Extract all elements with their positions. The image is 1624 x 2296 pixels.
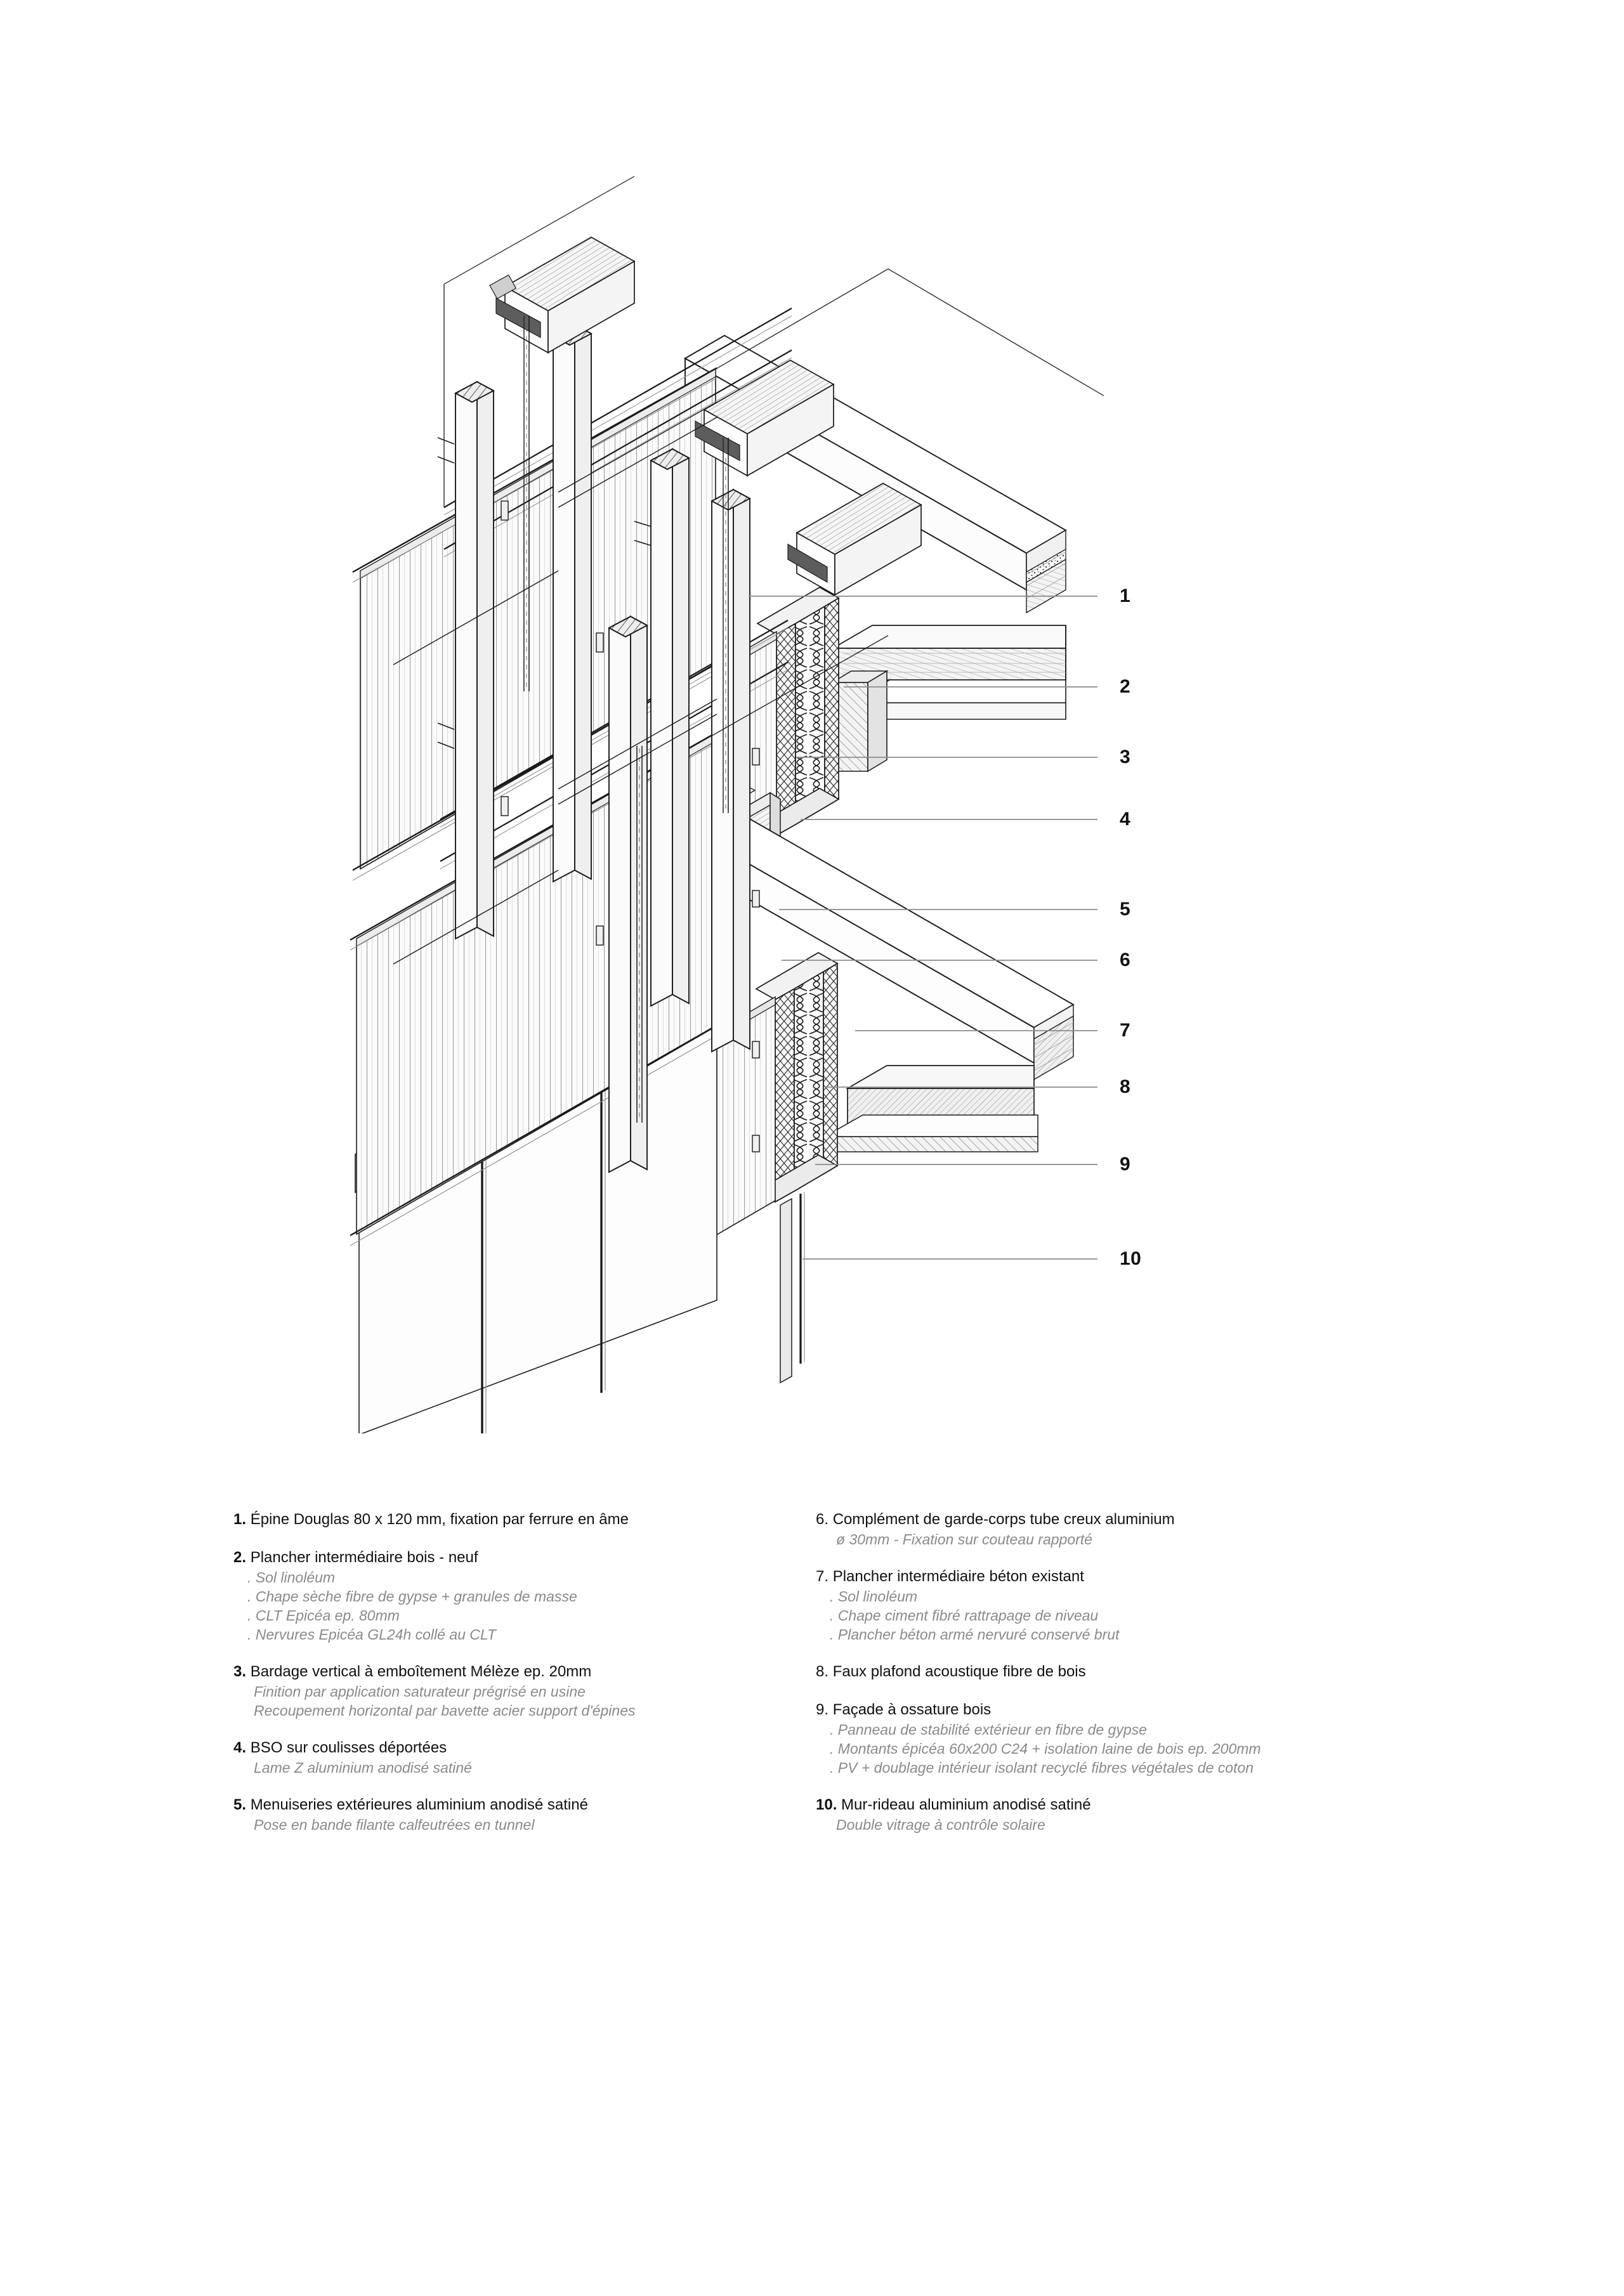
legend-head-6 <box>816 1510 1387 1530</box>
legend-sub-2-3: . CLT Epicéa ep. 80mm <box>247 1607 400 1624</box>
legend-item-7 <box>816 1567 1387 1644</box>
legend-head-2 <box>233 1548 779 1568</box>
legend-title-7: Plancher intermédiaire béton existant <box>832 1568 1084 1585</box>
callout-number-7: 7 <box>1120 1020 1131 1041</box>
steel-bracket <box>832 671 887 771</box>
legend-item-5 <box>233 1795 779 1834</box>
acoustic-ceiling <box>825 1115 1038 1152</box>
legend-head-10 <box>816 1795 1387 1815</box>
callout-number-4: 4 <box>1120 809 1131 830</box>
legend-num-2: 2. <box>233 1549 247 1566</box>
legend-title-3: Bardage vertical à emboîtement Mélèze ep. 20mm <box>250 1663 592 1680</box>
legend-title-8: Faux plafond acoustique fibre de bois <box>832 1663 1086 1680</box>
legend-title-10: Mur-rideau aluminium anodisé satiné <box>841 1796 1091 1813</box>
legend-item-2 <box>233 1548 779 1644</box>
callout-number-2: 2 <box>1120 676 1131 697</box>
legend-sub-3-1: Finition par application saturateur prégrisé en usine <box>254 1683 586 1700</box>
legend-item-8 <box>816 1662 1387 1682</box>
legend-sub-2-2: . Chape sèche fibre de gypse + granules de masse <box>247 1588 577 1605</box>
callout-number-9: 9 <box>1120 1154 1131 1175</box>
legend-sub-9-1: . Panneau de stabilité extérieur en fibre de gypse <box>830 1721 1147 1738</box>
epine-post-3 <box>651 449 689 1006</box>
callout-number-3: 3 <box>1120 747 1131 767</box>
legend-item-10 <box>816 1795 1387 1834</box>
callout-number-1: 1 <box>1120 585 1131 606</box>
legend-head-4 <box>233 1738 779 1758</box>
legend-title-9: Façade à ossature bois <box>832 1701 992 1718</box>
legend-sub-7-3: . Plancher béton armé nervuré conservé brut <box>830 1626 1120 1643</box>
legend-column-right <box>816 1510 1387 1852</box>
legend-head-1 <box>233 1510 779 1530</box>
legend-sub-3-2: Recoupement horizontal par bavette acier support d'épines <box>254 1702 636 1719</box>
legend-title-6: Complément de garde-corps tube creux aluminium <box>832 1511 1175 1528</box>
legend-num-7: 7. <box>816 1568 829 1585</box>
legend-sub-6-1: ø 30mm - Fixation sur couteau rapporté <box>836 1531 1092 1548</box>
legend-item-3 <box>233 1662 779 1720</box>
legend-item-4 <box>233 1738 779 1777</box>
legend-num-3: 3. <box>233 1663 247 1680</box>
legend-num-9: 9. <box>816 1701 829 1718</box>
callout-number-10: 10 <box>1120 1248 1142 1269</box>
legend-head-9 <box>816 1700 1387 1720</box>
legend-sub-9-2: . Montants épicéa 60x200 C24 + isolation laine de bois ep. 200mm <box>830 1740 1261 1757</box>
callout-number-6: 6 <box>1120 949 1131 970</box>
legend-title-4: BSO sur coulisses déportées <box>250 1739 447 1756</box>
legend-head-3 <box>233 1662 779 1682</box>
legend-num-5: 5. <box>233 1796 247 1813</box>
bso-box-top-1 <box>490 237 634 353</box>
epine-post-2 <box>553 325 591 882</box>
legend-sub-5-1: Pose en bande filante calfeutrées en tunnel <box>254 1817 535 1833</box>
legend-sub-9-3: . PV + doublage intérieur isolant recyclé fibres végétales de coton <box>830 1759 1254 1776</box>
legend-title-1: Épine Douglas 80 x 120 mm, fixation par ferrure en âme <box>250 1511 629 1528</box>
legend-head-8 <box>816 1662 1387 1682</box>
legend-column-left <box>233 1510 779 1852</box>
legend-sub-10-1: Double vitrage à contrôle solaire <box>836 1817 1045 1833</box>
legend-sub-4-1: Lame Z aluminium anodisé satiné <box>254 1759 472 1776</box>
callout-number-5: 5 <box>1120 899 1131 920</box>
legend-sub-2-4: . Nervures Epicéa GL24h collé au CLT <box>247 1626 497 1643</box>
legend-head-7 <box>816 1567 1387 1587</box>
legend-item-9 <box>816 1700 1387 1777</box>
legend-sub-7-1: . Sol linoléum <box>830 1588 918 1605</box>
legend-sub-2-1: . Sol linoléum <box>247 1569 336 1586</box>
legend-num-1: 1. <box>233 1511 247 1528</box>
epine-post-4 <box>712 490 750 1052</box>
legend-title-2: Plancher intermédiaire bois - neuf <box>250 1549 478 1566</box>
epine-post-5 <box>609 616 647 1172</box>
legend-num-10: 10. <box>816 1796 837 1813</box>
legend-title-5: Menuiseries extérieures aluminium anodisé satiné <box>250 1796 588 1813</box>
bso-box-top-3 <box>788 483 921 595</box>
epine-post-1 <box>455 382 494 939</box>
legend-num-4: 4. <box>233 1739 247 1756</box>
callout-number-8: 8 <box>1120 1076 1131 1097</box>
legend-item-6 <box>816 1510 1387 1549</box>
legend-head-5 <box>233 1795 779 1815</box>
legend-num-8: 8. <box>816 1663 829 1680</box>
legend-item-1 <box>233 1510 779 1530</box>
legend <box>0 1510 1624 1903</box>
legend-num-6: 6. <box>816 1511 829 1528</box>
legend-sub-7-2: . Chape ciment fibré rattrapage de niveau <box>830 1607 1099 1624</box>
epine-post-6 <box>775 592 797 963</box>
